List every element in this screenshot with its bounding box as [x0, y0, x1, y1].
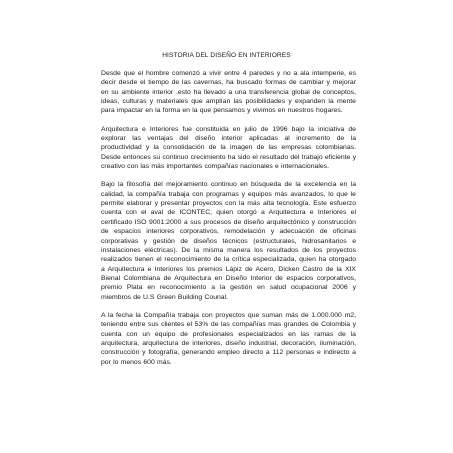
paragraph-company-founding: Arquitectura e Interiores fue constituida en julio de 1996 bajo la iniciativa de explorar las ventajas del diseño interior aplicadas al incremento de la productividad y la consolidación de la imagen de las empresas colombianas. Desde entonces su continuo crecimiento ha sido el resultado del trabajo eficiente y creativo con las más importantes compañías nacionales e internacionales.	[101, 125, 356, 171]
paragraph-current-projects: A la fecha la Compañía trabaja con proyectos que suman más de 1.000.000 m2, teniendo entre sus clientes el 53% de las compañías mas grandes de Colombia y cuenta con un equipo de profesionales especializados en las ramas de la arquitectura, arquitectura de interiores, diseño industrial, decoración, iluminación, construcción y fotografía, generando empleo directo a 112 personas e indirecto a por lo menos 600 más.	[101, 311, 356, 366]
paragraph-quality-awards: Bajo la filosofía del mejoramiento continuo en búsqueda de la excelencia en la calidad, la compañía trabaja con programas y equipos más avanzados, lo que le permite elaborar y presentar proyectos con la más alta tecnología. Este esfuerzo cuenta con el aval de ICONTEC, quien otorgó a Arquitectura e Interiores el certificado ISO 9001:2000 a sus procesos de diseño arquitectónico y construcción de espacios interiores corporativos, remodelación y adecuación de oficinas corporativas y gestión de diseños técnicos (estructurales, hidrosanitarios e instalaciones eléctricas). De la misma manera los resultados de los proyectos realizados tienen el reconocimiento de la crítica especializada, quien ha otorgado a Arquitectura e Interiores los premios Lápiz de Acero, Dicken Castro de la XIX Bienal Colombiana de Arquitectura en Diseño Interior de espacios corporativos, premio Plata en reconocimiento a la gestión en salud ocupacional 2006 y miembros de U.S Green Building Counal.	[101, 181, 356, 301]
paragraph-history: Desde que el hombre comenzó a vivir entre 4 paredes y no a ala intemperie, es decir desde el tiempo de las cavernas, ha buscado formas de cambiar y mejorar en su ambiente interior .esto ha llevado a una transferencia global de conceptos, ideas, culturas y materiales que amplían las posibilidades y expanden la mente para impactar en la forma en la que pensamos y vivimos en nuestros hogares.	[101, 70, 356, 115]
document-title: HISTORIA DEL DISEÑO EN INTERIORES	[162, 52, 291, 59]
document-body	[101, 69, 356, 376]
